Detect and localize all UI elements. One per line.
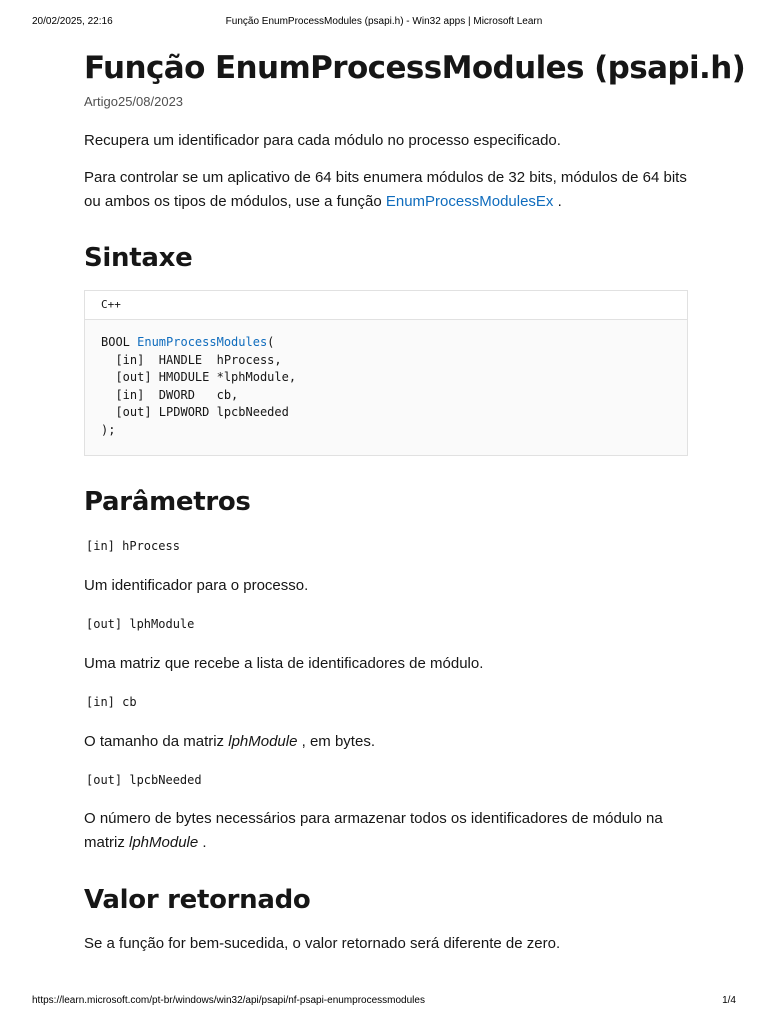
print-page-number: 1/4 (722, 995, 736, 1006)
parameters-heading: Parâmetros (84, 487, 251, 517)
param-desc-text: O número de bytes necessários para armazenar todos os identificadores de módulo na matriz (84, 810, 663, 851)
enumprocessmodulesex-link[interactable]: EnumProcessModulesEx (385, 193, 554, 210)
code-return-type: BOOL (101, 335, 138, 349)
article-date: Artigo25/08/2023 (84, 94, 184, 109)
code-block (84, 290, 688, 456)
param-desc-text: O tamanho da matriz (84, 733, 229, 750)
return-value-text: Se a função for bem-sucedida, o valor retornado será diferente de zero. (84, 935, 561, 952)
print-footer (32, 995, 736, 1009)
print-datetime: 20/02/2025, 22:16 (32, 16, 113, 27)
param-desc-emphasis: lphModule (129, 834, 199, 851)
page-title: Função EnumProcessModules (psapi.h) (84, 50, 746, 86)
param-name: [out] lpcbNeeded (86, 773, 202, 787)
wow64-text-end: . (553, 193, 562, 210)
code-content (85, 320, 687, 439)
param-name: [in] cb (86, 695, 137, 709)
param-name: [in] hProcess (86, 539, 180, 553)
param-description (84, 807, 688, 855)
return-value-heading: Valor retornado (84, 885, 311, 915)
syntax-heading: Sintaxe (84, 243, 193, 273)
param-desc-emphasis: lphModule (228, 733, 298, 750)
print-page-title: Função EnumProcessModules (psapi.h) - Win32 apps | Microsoft Learn (225, 16, 543, 27)
print-url: https://learn.microsoft.com/pt-br/windows/win32/api/psapi/nf-psapi-enumprocessmodules (32, 995, 425, 1006)
code-parameters: ( [in] HANDLE hProcess, [out] HMODULE *lphModule, [in] DWORD cb, [out] LPDWORD lpcbNeeded ); (101, 335, 297, 437)
param-description (84, 730, 688, 754)
wow64-paragraph (84, 166, 688, 214)
wow64-text: Para controlar se um aplicativo de 64 bits enumera módulos de 32 bits, módulos de 64 bits ou ambos os tipos de módulos, use a função (84, 169, 687, 210)
code-function-name: EnumProcessModules (137, 335, 268, 349)
param-description: Uma matriz que recebe a lista de identificadores de módulo. (84, 655, 484, 672)
param-name: [out] lphModule (86, 617, 195, 631)
param-description: Um identificador para o processo. (84, 577, 309, 594)
param-desc-text-end: . (198, 834, 207, 851)
intro-paragraph: Recupera um identificador para cada módulo no processo especificado. (84, 132, 561, 149)
code-language-label: C++ (85, 291, 687, 320)
print-header (32, 16, 736, 30)
param-desc-text-end: , em bytes. (297, 733, 375, 750)
